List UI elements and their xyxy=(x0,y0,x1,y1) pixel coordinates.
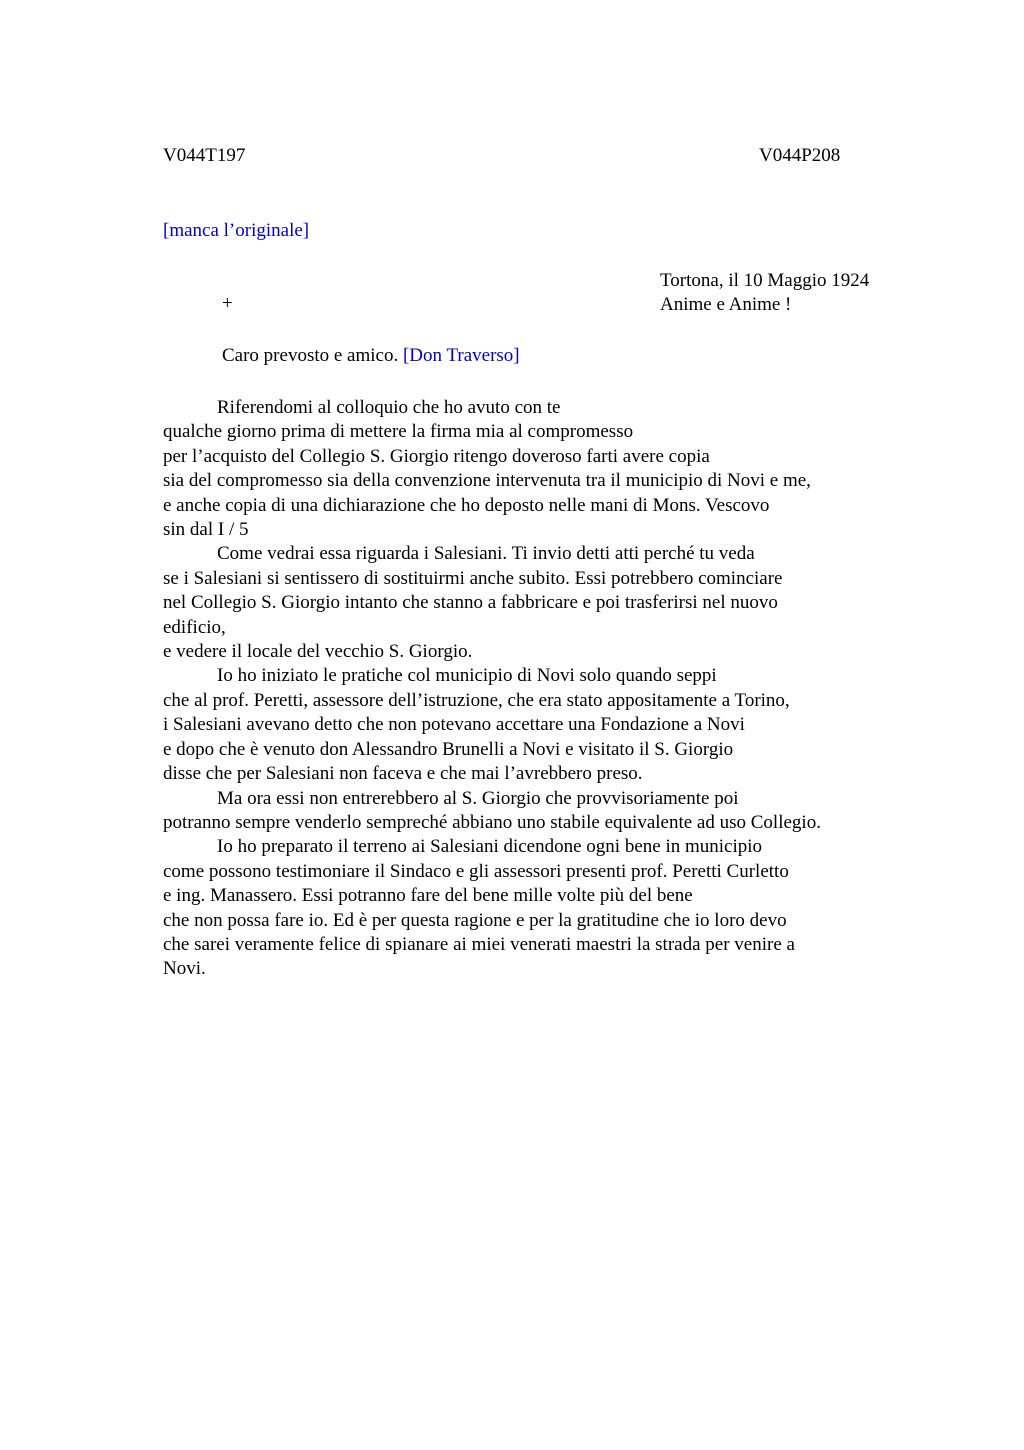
salutation-line xyxy=(222,344,520,368)
body-line: sin dal I / 5 xyxy=(163,519,249,541)
body-line: qualche giorno prima di mettere la firma mia al compromesso xyxy=(163,421,634,443)
body-line: e vedere il locale del vecchio S. Giorgio. xyxy=(163,641,473,663)
body-line: i Salesiani avevano detto che non potevano accettare una Fondazione a Novi xyxy=(163,714,745,736)
body-line: e anche copia di una dichiarazione che ho deposto nelle mani di Mons. Vescovo xyxy=(163,494,770,516)
paragraph xyxy=(163,664,953,786)
body-line: disse che per Salesiani non faceva e che mai l’avrebbero preso. xyxy=(163,763,643,785)
dateline-motto: Anime e Anime ! xyxy=(660,294,792,316)
body-line: e dopo che è venuto don Alessandro Brunelli a Novi e visitato il S. Giorgio xyxy=(163,738,734,760)
body-line: potranno sempre venderlo sempreché abbiano uno stabile equivalente ad uso Collegio. xyxy=(163,811,821,833)
body-line: e ing. Manassero. Essi potranno fare del bene mille volte più del bene xyxy=(163,885,693,907)
body-line: per l’acquisto del Collegio S. Giorgio ritengo doveroso farti avere copia xyxy=(163,445,710,467)
body-line: Io ho iniziato le pratiche col municipio di Novi solo quando seppi xyxy=(217,665,717,687)
body-line: che al prof. Peretti, assessore dell’istruzione, che era stato appositamente a Torino, xyxy=(163,689,790,711)
body-line: che non possa fare io. Ed è per questa ragione e per la gratitudine che io loro devo xyxy=(163,909,787,931)
dateline xyxy=(660,269,869,318)
archive-code-left: V044T197 xyxy=(163,145,246,166)
editorial-note-link[interactable]: [manca l’originale] xyxy=(163,220,310,241)
paragraph xyxy=(163,542,953,664)
salutation-text: Caro prevosto e amico. xyxy=(222,345,403,366)
cross-mark: + xyxy=(222,293,233,314)
paragraph xyxy=(163,787,953,836)
paragraph xyxy=(163,396,953,542)
body-line: che sarei veramente felice di spianare ai miei venerati maestri la strada per venire a xyxy=(163,933,795,955)
paragraph xyxy=(163,835,953,981)
salutation-recipient-link[interactable]: [Don Traverso] xyxy=(402,345,520,366)
dateline-place-date: Tortona, il 10 Maggio 1924 xyxy=(660,270,870,291)
body-line: edificio, xyxy=(163,616,226,638)
body-line: Ma ora essi non entrerebbero al S. Giorgio che provvisoriamente poi xyxy=(217,787,739,809)
archive-code-right: V044P208 xyxy=(759,145,841,166)
body-line: Riferendomi al colloquio che ho avuto con te xyxy=(217,397,561,418)
body-line: Io ho preparato il terreno ai Salesiani dicendone ogni bene in municipio xyxy=(217,836,763,858)
body-line: se i Salesiani si sentissero di sostituirmi anche subito. Essi potrebbero cominciare xyxy=(163,567,783,589)
body-line: Novi. xyxy=(163,958,206,980)
body-line: nel Collegio S. Giorgio intanto che stanno a fabbricare e poi trasferirsi nel nuovo xyxy=(163,592,778,614)
letter-body xyxy=(163,396,953,982)
body-line: Come vedrai essa riguarda i Salesiani. Ti invio detti atti perché tu veda xyxy=(217,543,755,565)
body-line: come possono testimoniare il Sindaco e gli assessori presenti prof. Peretti Curletto xyxy=(163,860,789,882)
body-line: sia del compromesso sia della convenzione intervenuta tra il municipio di Novi e me, xyxy=(163,470,811,492)
